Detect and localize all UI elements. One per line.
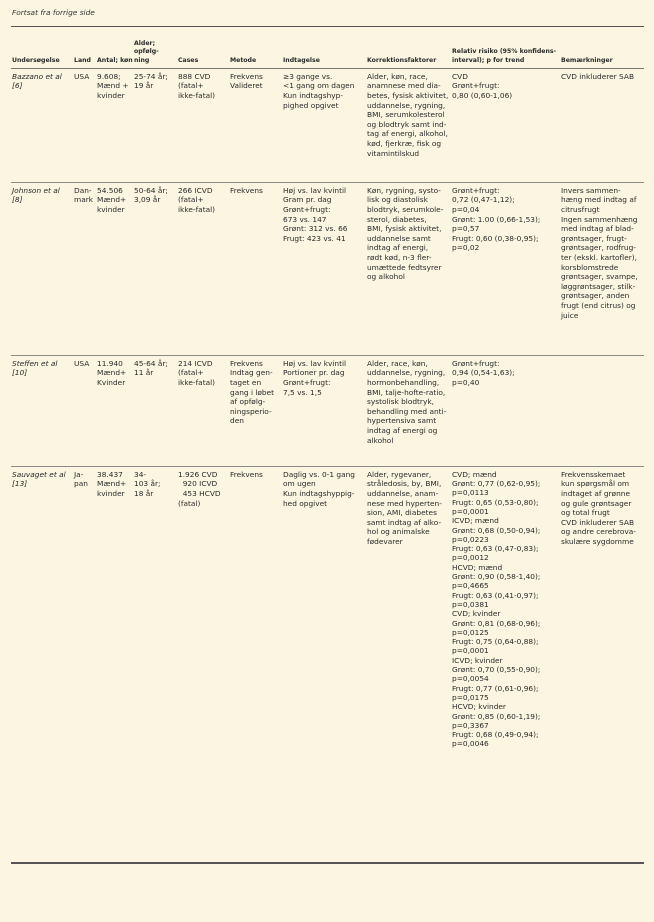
cell-country: USA	[74, 358, 90, 368]
cell-number-sex: 11.940 Mænd+ Kvinder	[97, 358, 127, 387]
cell-study: Steffen et al [10]	[12, 358, 58, 378]
header-study: Undersøgelse	[12, 56, 60, 64]
cell-intake: Høj vs. lav kvintil Gram pr. dag Grønt+frugt: 673 vs. 147 Grønt: 312 vs. 66 Frugt: 423 vs. 41	[283, 185, 348, 243]
table-row	[11, 467, 644, 864]
cell-relative-risk: CVD Grønt+frugt: 0,80 (0,60-1,06)	[452, 71, 513, 100]
cell-cases: 1.926 CVD 920 ICVD 453 HCVD (fatal)	[178, 469, 221, 508]
cell-adjustment: Alder, rygevaner, stråledosis, by, BMI, uddannelse, anam- nese med hyperten- sion, AMI, diabetes samt indtag af alko- hol og animalske fødevarer	[367, 469, 442, 546]
cell-method: Frekvens	[230, 185, 263, 195]
cell-intake: Høj vs. lav kvintil Portioner pr. dag Grønt+frugt: 7,5 vs. 1,5	[283, 358, 347, 397]
cell-study: Bazzano et al [6]	[12, 71, 62, 91]
header-adjustment: Korrektionsfaktorer	[367, 56, 437, 64]
cell-number-sex: 9.608; Mænd + kvinder	[97, 71, 129, 100]
cell-method: Frekvens Indtag gen- taget en gang i løbet af opfølg- ningsperio- den	[230, 358, 275, 426]
cell-relative-risk: Grønt+frugt: 0,94 (0,54-1,63); p=0,40	[452, 358, 515, 387]
table-row	[11, 356, 644, 467]
cell-adjustment: Køn, rygning, systo- lisk og diastolisk blodtryk, serumkole- sterol, diabetes, BMI, fysisk aktivitet, uddannelse samt indtag af energi, rødt kød, n-3 fler- umættede fedtsyrer og alkohol	[367, 185, 444, 282]
cell-relative-risk: Grønt+frugt: 0,72 (0,47-1,12); p=0,04 Grønt: 1.00 (0,66-1,53); p=0,57 Frugt: 0,60 (0,38-0,95); p=0,02	[452, 185, 541, 253]
cell-relative-risk: CVD; mænd Grønt: 0,77 (0,62-0,95); p=0,0113 Frugt: 0,65 (0,53-0,80); p=0,0001 ICVD; mænd Grønt: 0,68 (0,50-0,94); p=0,0223 Frugt: 0,63 (0,47-0,83); p=0,0012 HCVD; mænd Grønt: 0,90 (0,58-1,40); p=0,4665 Frugt: 0,63 (0,41-0,97); p=0,0381 CVD; kvinder Grønt: 0,81 (0,68-0,96); p=0,0125 Frugt: 0,75 (0,64-0,88); p=0,0001 ICVD; kvinder Grønt: 0,70 (0,55-0,90); p=0,0054 Frugt: 0,77 (0,61-0,96); p=0,0175 HCVD; kvinder Grønt: 0,85 (0,60-1,19); p=0,3367 Frugt: 0,68 (0,49-0,94); p=0,0046	[452, 469, 541, 749]
cell-age-followup: 50-64 år; 3,09 år	[134, 185, 168, 205]
header-remarks: Bemærkninger	[561, 56, 613, 64]
cell-cases: 888 CVD (fatal+ ikke-fatal)	[178, 71, 216, 100]
cell-age-followup: 25-74 år; 19 år	[134, 71, 168, 91]
cell-country: Ja- pan	[74, 469, 88, 489]
cell-method: Frekvens Valideret	[230, 71, 263, 91]
cell-country: USA	[74, 71, 90, 81]
cell-study: Sauvaget et al [13]	[12, 469, 66, 489]
table-bottom-rule	[11, 862, 644, 863]
study-table	[11, 28, 644, 864]
cell-adjustment: Alder, køn, race, anamnese med dia- betes, fysisk aktivitet, uddannelse, rygning, BMI, serumkolesterol og blodtryk samt ind- tag af energi, alkohol, kød, fjerkræ, fisk og vitamintilskud	[367, 71, 449, 158]
header-relative-risk: Relativ risiko (95% konfidens-interval); p for trend	[452, 48, 557, 64]
cell-study: Johnson et al [8]	[12, 185, 60, 205]
continued-label: Fortsat fra forrige side	[12, 8, 95, 17]
cell-number-sex: 54.506 Mænd+ kvinder	[97, 185, 127, 214]
cell-adjustment: Alder, race, køn, uddannelse, rygning, hormonbehandling, BMI, talje-hofte-ratio, systolisk blodtryk, behandling med anti- hypertensiva samt indtag af energi og alkohol	[367, 358, 447, 445]
header-country: Land	[74, 56, 91, 64]
cell-age-followup: 34- 103 år; 18 år	[134, 469, 161, 498]
cell-remarks: Invers sammen- hæng med indtag af citrusfrugt Ingen sammenhæng med indtag af blad- grøntsager, frugt- grøntsager, rodfrug- ter (ekskl. kartofler), korsblomstrede grøntsager, svampe, løggrøntsager, stilk- grøntsager, anden frugt (end citrus) og juice	[561, 185, 638, 320]
cell-intake: Daglig vs. 0-1 gang om ugen Kun indtagshyppig- hed opgivet	[283, 469, 355, 508]
header-age-followup: Alder; opfølg- ning	[134, 39, 159, 64]
table-row	[11, 69, 644, 183]
cell-country: Dan- mark	[74, 185, 94, 205]
table-row	[11, 183, 644, 356]
header-method: Metode	[230, 56, 257, 64]
cell-age-followup: 45-64 år; 11 år	[134, 358, 168, 378]
cell-cases: 214 ICVD (fatal+ ikke-fatal)	[178, 358, 216, 387]
cell-intake: ≥3 gange vs. <1 gang om dagen Kun indtagshyp- pighed opgivet	[283, 71, 355, 110]
table-header	[11, 28, 644, 68]
header-number-sex: Antal; køn	[97, 56, 133, 64]
header-cases: Cases	[178, 56, 199, 64]
cell-cases: 266 ICVD (fatal+ ikke-fatal)	[178, 185, 216, 214]
cell-number-sex: 38.437 Mænd+ kvinder	[97, 469, 127, 498]
header-intake: Indtagelse	[283, 56, 320, 64]
cell-remarks: CVD inkluderer SAB	[561, 71, 635, 81]
cell-remarks: Frekvensskemaet kun spørgsmål om indtaget af grønne og gule grøntsager og total frugt CVD inkluderer SAB og andre cerebrova- skulære sygdomme	[561, 469, 636, 546]
cell-method: Frekvens	[230, 469, 263, 479]
